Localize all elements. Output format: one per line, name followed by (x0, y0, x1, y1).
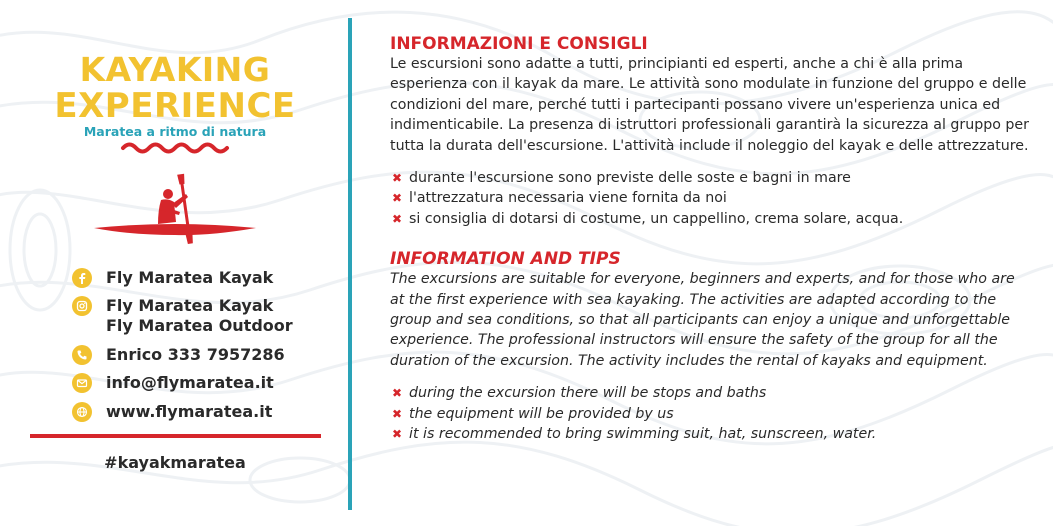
wave-icon (120, 141, 230, 155)
cross-icon: ✖ (392, 386, 403, 401)
section-english-bullets (390, 383, 1030, 444)
bullet-text: the equipment will be provided by us (409, 405, 674, 422)
section-italian (390, 34, 1030, 229)
contact-instagram-label-2: Fly Maratea Outdoor (106, 316, 293, 335)
brand-title-line1: KAYAKING (79, 50, 271, 89)
facebook-icon (72, 268, 92, 288)
contact-email[interactable] (72, 373, 274, 393)
hashtag: #kayakmaratea (104, 453, 246, 472)
section-italian-bullets (390, 168, 1030, 229)
email-icon (72, 373, 92, 393)
section-english (390, 249, 1030, 444)
contact-facebook-label: Fly Maratea Kayak (106, 268, 274, 287)
list-item (390, 404, 1030, 424)
contact-facebook[interactable] (72, 268, 273, 288)
kayaker-icon (90, 172, 260, 246)
section-italian-title: INFORMAZIONI E CONSIGLI (390, 34, 648, 54)
section-italian-body: Le escursioni sono adatte a tutti, principianti ed esperti, anche a chi è alla prima esperienza con il kayak da mare. Le attività sono modulate in funzione del gruppo e delle condizioni del mare, perché tutti i partecipanti possano vivere un'esperienza unica ed indimenticabile. La presenza di istruttori professionali garantirà la sicurezza al gruppo per tutta la durata dell'escursione. L'attività include il noleggio del kayak e delle attrezzature. (390, 56, 1029, 154)
list-item (390, 188, 1030, 208)
bullet-text: it is recommended to bring swimming suit, hat, sunscreen, water. (409, 426, 877, 443)
contact-phone-label: Enrico 333 7957286 (106, 345, 285, 364)
info-panel (390, 34, 1030, 445)
bullet-text: during the excursion there will be stops and baths (409, 385, 767, 402)
contact-instagram[interactable] (72, 296, 293, 336)
list-item (390, 383, 1030, 403)
phone-icon (72, 345, 92, 365)
contact-website-label: www.flymaratea.it (106, 402, 273, 421)
globe-icon (72, 402, 92, 422)
bullet-text: si consiglia di dotarsi di costume, un cappellino, crema solare, acqua. (409, 210, 904, 227)
cross-icon: ✖ (392, 211, 403, 226)
cross-icon: ✖ (392, 171, 403, 186)
contact-website[interactable] (72, 402, 272, 422)
section-english-body: The excursions are suitable for everyone, beginners and experts, and for those who are at the first experience with sea kayaking. The activities are adapted according to the group and sea conditions, so that all participants can enjoy a unique and unforgettable experience. The professional instructors will ensure the safety of the group for all the duration of the excursion. The activity includes the rental of kayaks and equipment. (390, 271, 1015, 369)
contact-panel (0, 0, 350, 526)
bullet-text: l'attrezzatura necessaria viene fornita da noi (409, 190, 727, 207)
list-item (390, 424, 1030, 444)
cross-icon: ✖ (392, 406, 403, 421)
separator-line (30, 434, 321, 438)
contact-email-label: info@flymaratea.it (106, 373, 274, 392)
cross-icon: ✖ (392, 191, 403, 206)
contact-instagram-label-1: Fly Maratea Kayak (106, 296, 274, 315)
list-item (390, 209, 1030, 229)
cross-icon: ✖ (392, 427, 403, 442)
list-item (390, 168, 1030, 188)
brand-title-line2: EXPERIENCE (54, 86, 296, 126)
brand-subtitle: Maratea a ritmo di natura (83, 124, 267, 139)
section-english-title: INFORMATION AND TIPS (390, 249, 621, 270)
contact-phone[interactable] (72, 345, 285, 365)
instagram-icon (72, 296, 92, 316)
vertical-divider (348, 18, 352, 510)
bullet-text: durante l'escursione sono previste delle soste e bagni in mare (409, 170, 851, 187)
